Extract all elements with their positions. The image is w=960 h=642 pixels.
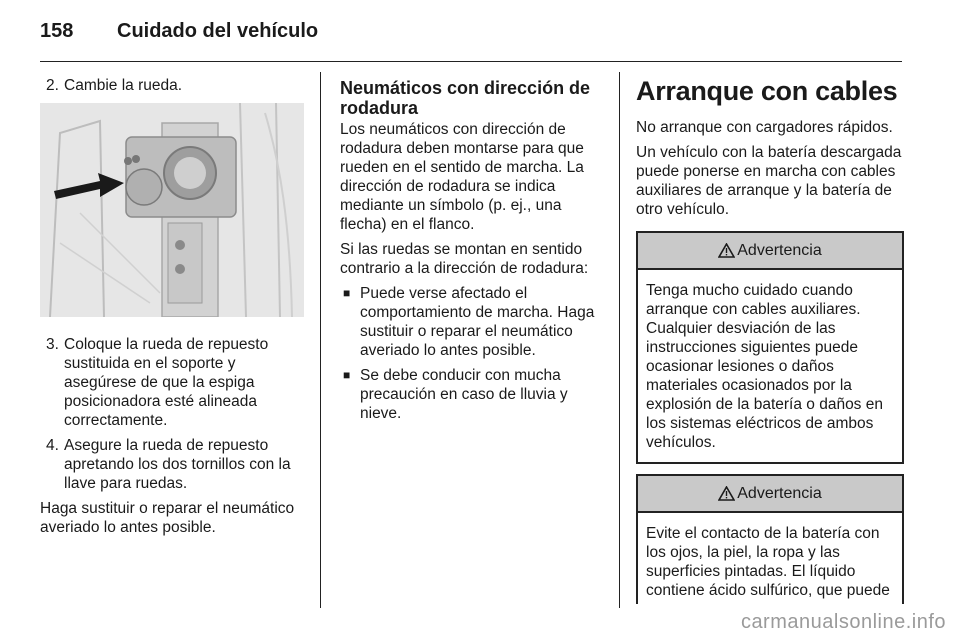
- spare-wheel-illustration: [40, 103, 304, 317]
- column-divider-left: [320, 72, 321, 608]
- warning-box: [636, 231, 904, 464]
- warning-triangle-icon: [718, 243, 735, 258]
- list-item-text: Se debe conducir con mucha precaución en caso de lluvia y nieve.: [360, 367, 568, 422]
- column-3: [636, 76, 902, 614]
- step-number: 3.: [46, 336, 59, 353]
- bullet-icon: ■: [343, 368, 351, 382]
- closing-paragraph: Haga sustituir o reparar el neumático averiado lo antes posible.: [40, 500, 295, 536]
- page-number: 158: [40, 20, 74, 42]
- bullet-icon: ■: [343, 286, 351, 300]
- column-1: [40, 76, 306, 543]
- paragraph: Si las ruedas se montan en sentido contrario a la dirección de rodadura:: [340, 241, 589, 277]
- column-2: [340, 78, 606, 429]
- warning-title: Advertencia: [737, 242, 822, 259]
- step-2: [40, 76, 306, 95]
- warning-text: Tenga mucho cuidado cuando arranque con cables auxiliares. Cualquier desviación de las instrucciones siguientes puede ocasionar lesiones o daños materiales ocasionados por la explosión de la batería o daños en los sistemas eléctricos de ambos vehículos.: [646, 282, 883, 451]
- paragraph: Los neumáticos con dirección de rodadura deben montarse para que rueden en el sentido de marcha. La dirección de rodadura se indica mediante un símbolo (p. ej., una flecha) en el flanco.: [340, 121, 584, 233]
- list-item: [340, 366, 606, 423]
- paragraph: Un vehículo con la batería descargada puede ponerse en marcha con cables auxiliares de arranque y la batería de otro vehículo.: [636, 144, 902, 218]
- header-rule: [40, 61, 902, 62]
- step-text: Asegure la rueda de repuesto apretando los dos tornillos con la llave para ruedas.: [64, 437, 291, 492]
- step-3: [40, 335, 306, 430]
- step-4: [40, 436, 306, 493]
- watermark: carmanualsonline.info: [740, 611, 946, 633]
- section-heading: Arranque con cables: [636, 76, 898, 106]
- warning-triangle-icon: [718, 486, 735, 501]
- step-number: 4.: [46, 437, 59, 454]
- step-text: Coloque la rueda de repuesto sustituida en el soporte y asegúrese de que la espiga posicionadora esté alineada correctamente.: [64, 336, 269, 429]
- page-header-title: Cuidado del vehículo: [117, 20, 319, 42]
- column-divider-right: [619, 72, 620, 608]
- paragraph: No arranque con cargadores rápidos.: [636, 119, 893, 136]
- step-number: 2.: [46, 77, 59, 94]
- warning-header: [638, 476, 902, 513]
- warning-box: [636, 474, 904, 604]
- warning-header: [638, 233, 902, 270]
- list-item: [340, 284, 606, 360]
- step-text: Cambie la rueda.: [64, 77, 183, 94]
- warning-title: Advertencia: [737, 485, 822, 502]
- section-heading: Neumáticos con dirección de rodadura: [340, 78, 591, 118]
- list-item-text: Puede verse afectado el comportamiento de marcha. Haga sustituir o reparar el neumático averiado lo antes posible.: [360, 285, 595, 359]
- warning-text: Evite el contacto de la batería con los ojos, la piel, la ropa y las superficies pintadas. El líquido contiene ácido sulfúrico, que puede: [646, 525, 890, 599]
